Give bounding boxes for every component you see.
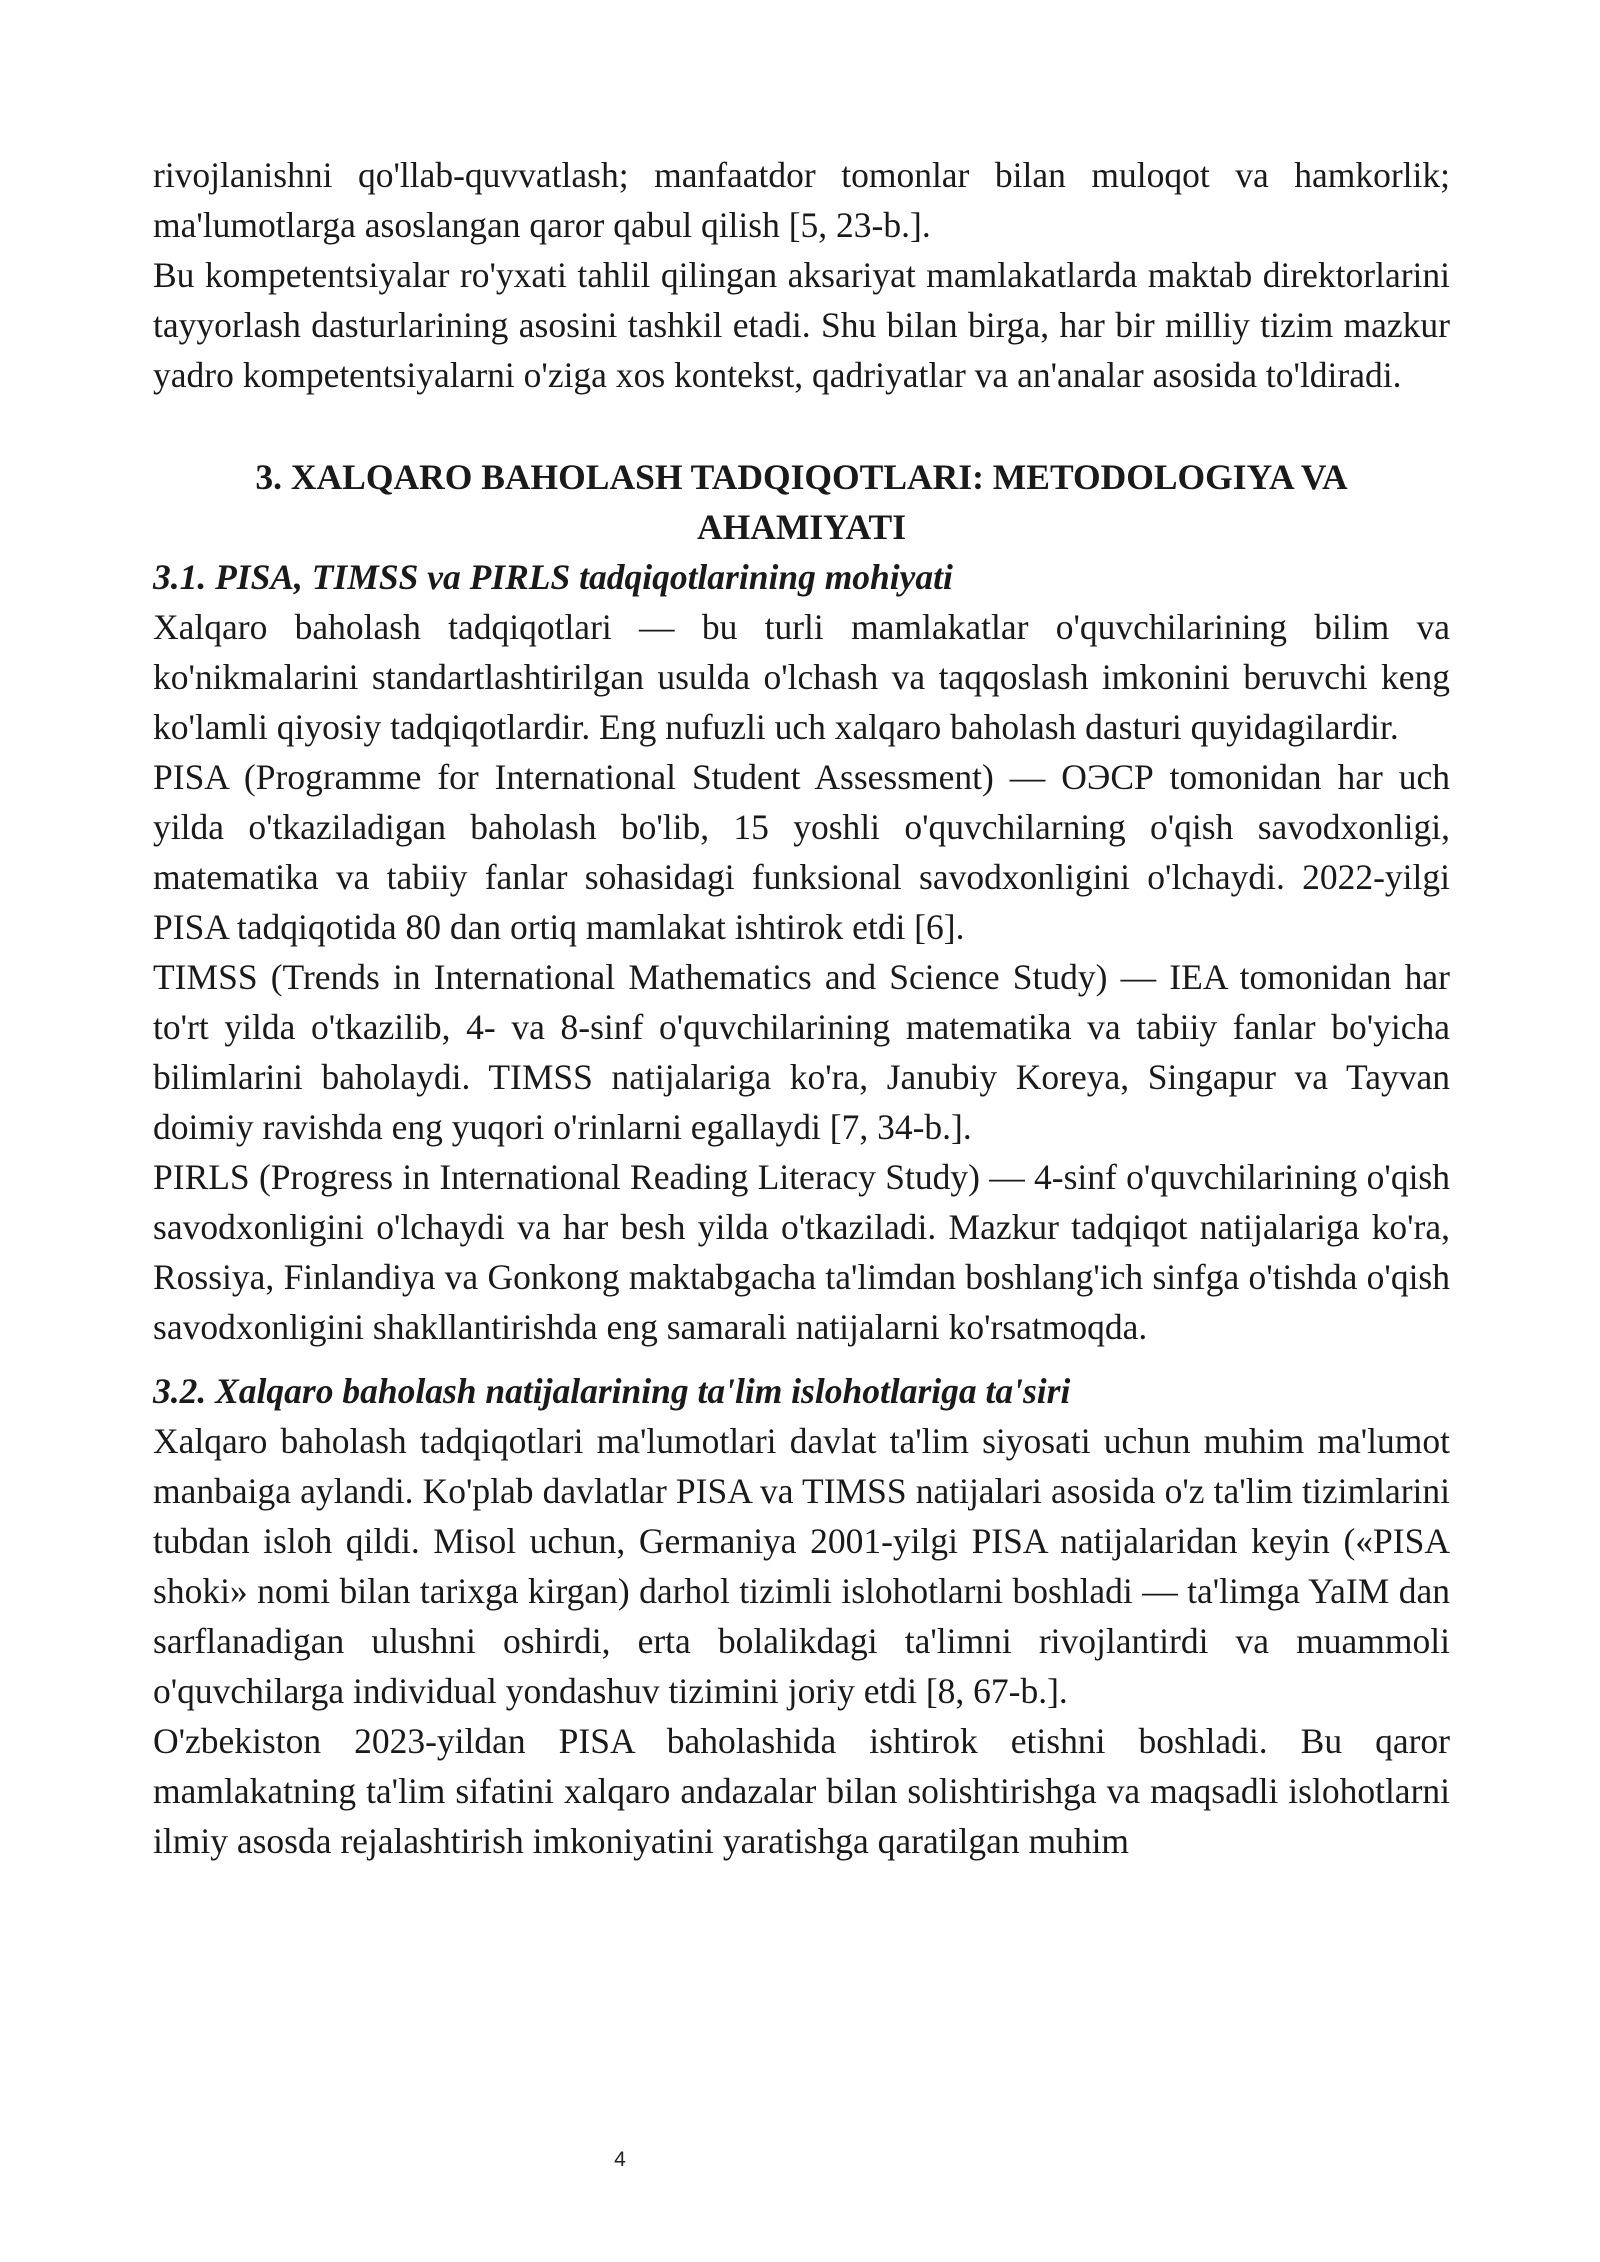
intro-paragraph-1: rivojlanishni qo'llab-quvvatlash; manfaatdor tomonlar bilan muloqot va hamkorlik; ma'lumotlarga asoslangan qaror qabul qilish [5, 23-b.]. <box>153 155 1450 245</box>
page-body <box>153 150 1450 1866</box>
intro-paragraph-2: Bu kompetentsiyalar ro'yxati tahlil qilingan aksariyat mamlakatlarda maktab direktorlarini tayyorlash dasturlarining asosini tashkil etadi. Shu bilan birga, har bir milliy tizim mazkur yadro kompetentsiyalarni o'ziga xos kontekst, qadriyatlar va an'analar asosida to'ldiradi. <box>153 255 1450 395</box>
subsection-1-paragraph-timss: TIMSS (Trends in International Mathematics and Science Study) — IEA tomonidan har to'rt yilda o'tkazilib, 4- va 8-sinf o'quvchilarining matematika va tabiiy fanlar bo'yicha bilimlarini baholaydi. TIMSS natijalariga ko'ra, Janubiy Koreya, Singapur va Tayvan doimiy ravishda eng yuqori o'rinlarni egallaydi [7, 34-b.]. <box>153 957 1450 1147</box>
subsection-2-heading: 3.2. Xalqaro baholash natijalarining ta'lim islohotlariga ta'siri <box>153 1371 1071 1411</box>
section-heading: 3. XALQARO BAHOLASH TADQIQOTLARI: METODOLOGIYA VA AHAMIYATI <box>255 457 1348 547</box>
subsection-1-heading: 3.1. PISA, TIMSS va PIRLS tadqiqotlarining mohiyati <box>153 557 953 597</box>
subsection-2-paragraph-1: Xalqaro baholash tadqiqotlari ma'lumotlari davlat ta'lim siyosati uchun muhim ma'lumot manbaiga aylandi. Ko'plab davlatlar PISA va TIMSS natijalari asosida o'z ta'lim tizimlarini tubdan isloh qildi. Misol uchun, Germaniya 2001-yilgi PISA natijalaridan keyin («PISA shoki» nomi bilan tarixga kirgan) darhol tizimli islohotlarni boshladi — ta'limga YaIM dan sarflanadigan ulushni oshirdi, erta bolalikdagi ta'limni rivojlantirdi va muammoli o'quvchilarga individual yondashuv tizimini joriy etdi [8, 67-b.]. <box>153 1421 1450 1711</box>
subsection-1-paragraph-1: Xalqaro baholash tadqiqotlari — bu turli mamlakatlar o'quvchilarining bilim va ko'nikmalarini standartlashtirilgan usulda o'lchash va taqqoslash imkonini beruvchi keng ko'lamli qiyosiy tadqiqotlardir. Eng nufuzli uch xalqaro baholash dasturi quyidagilardir. <box>153 607 1450 747</box>
subsection-1-paragraph-pirls: PIRLS (Progress in International Reading Literacy Study) — 4-sinf o'quvchilarining o'qish savodxonligini o'lchaydi va har besh yilda o'tkaziladi. Mazkur tadqiqot natijalariga ko'ra, Rossiya, Finlandiya va Gonkong maktabgacha ta'limdan boshlang'ich sinfga o'tishda o'qish savodxonligini shakllantirishda eng samarali natijalarni ko'rsatmoqda. <box>153 1157 1450 1347</box>
page-number: 4 <box>614 2148 626 2171</box>
subsection-1-paragraph-pisa: PISA (Programme for International Student Assessment) — ОЭСР tomonidan har uch yilda o'tkaziladigan baholash bo'lib, 15 yoshli o'quvchilarning o'qish savodxonligi, matematika va tabiiy fanlar sohasidagi funksional savodxonligini o'lchaydi. 2022-yilgi PISA tadqiqotida 80 dan ortiq mamlakat ishtirok etdi [6]. <box>153 757 1450 947</box>
subsection-2-paragraph-2: O'zbekiston 2023-yildan PISA baholashida ishtirok etishni boshladi. Bu qaror mamlakatning ta'lim sifatini xalqaro andazalar bilan solishtirishga va maqsadli islohotlarni ilmiy asosda rejalashtirish imkoniyatini yaratishga qaratilgan muhim <box>153 1721 1450 1861</box>
